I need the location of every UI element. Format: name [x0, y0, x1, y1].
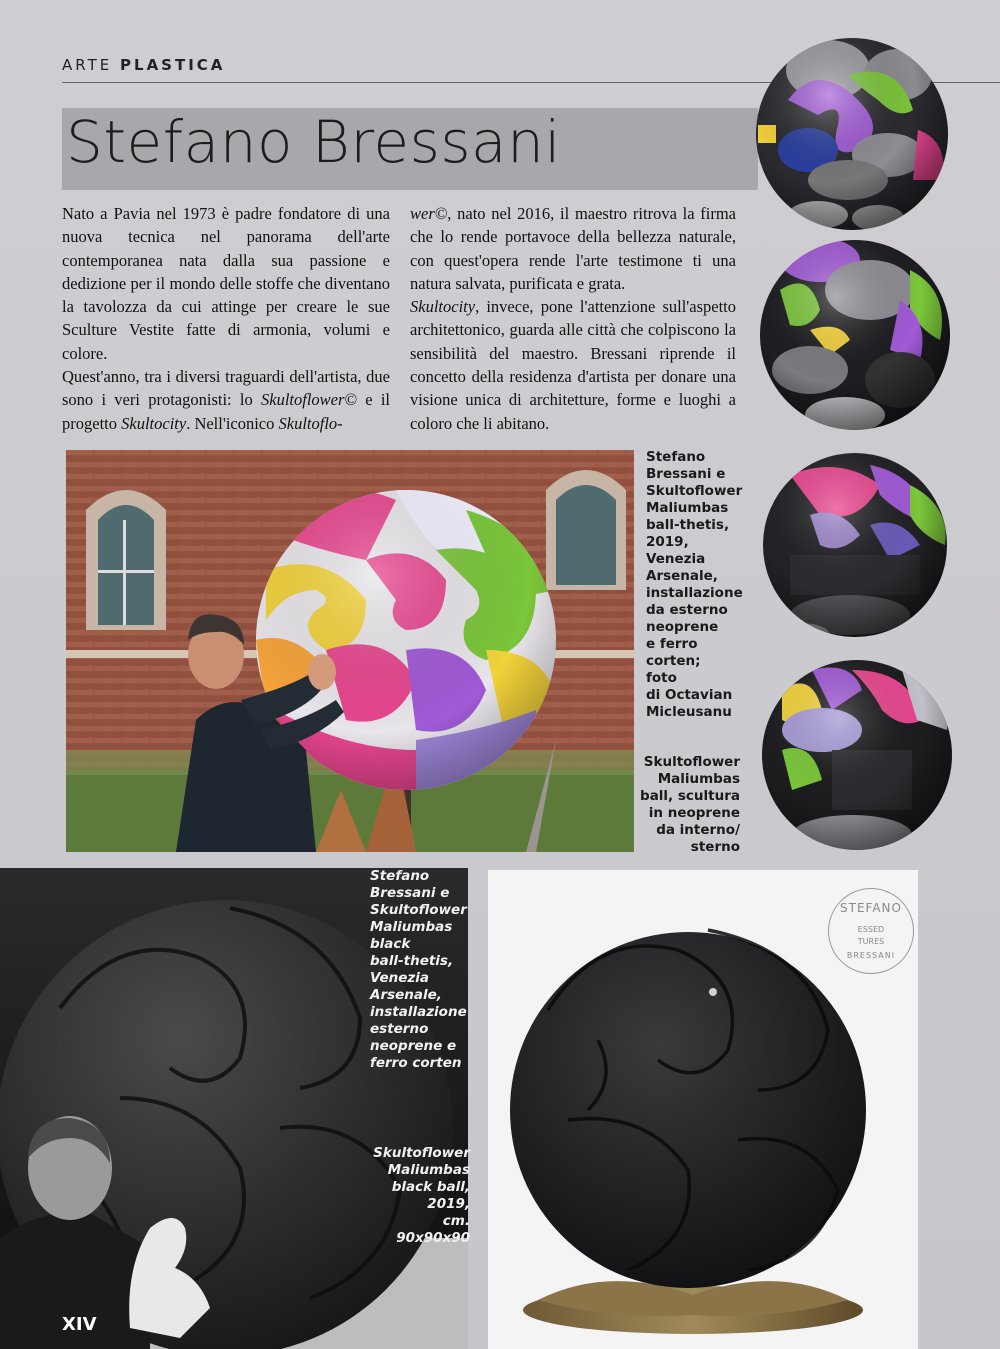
caption-line: sterno: [690, 839, 740, 855]
section-label: ARTE: [62, 56, 121, 74]
section-label-bold: PLASTICA: [120, 56, 226, 74]
text-emphasis: Skultocity: [121, 413, 187, 433]
stamp-text-mid2: TURES: [857, 937, 885, 946]
caption-line: di Octavian: [646, 687, 733, 703]
caption-line: Maliumbas: [657, 771, 740, 787]
photo-caption-3: [370, 868, 470, 1072]
caption-line: neoprene: [646, 619, 719, 635]
caption-line: Maliumbas: [646, 500, 729, 516]
text-run: . Nell'iconico: [186, 413, 279, 433]
caption-line: neoprene e: [370, 1038, 457, 1054]
paragraph-2: [62, 365, 390, 435]
caption-line: installazione: [646, 585, 743, 601]
caption-line: black ball,: [391, 1179, 470, 1195]
page-number: XIV: [62, 1314, 97, 1335]
text-emphasis: Skultocity: [410, 297, 476, 317]
caption-line: Arsenale,: [646, 568, 718, 584]
text-run: , invece, pone l'attenzione sull'aspetto architettonico, guarda alle città che colpiscono la sensibilità del maestro. Bressani riprende il concetto della residenza d'artista per donare una visione unica di architetture, forme e luoghi a coloro che li abitano.: [410, 297, 736, 433]
caption-line: ball-thetis,: [646, 517, 730, 533]
paragraph-1: Nato a Pavia nel 1973 è padre fondatore di una nuova tecnica nel panorama dell'arte contemporanea nata dalla sua passione e dedizione per il mondo delle stoffe che diventano la tavolozza da cui attinge per creare le sue Sculture Vestite fatte di armonia, volumi e colore.: [62, 204, 390, 363]
text-run: , nato nel 2016, il maestro ritrova la firma che lo rende portavoce della bellezza naturale, con quest'opera rende l'arte testimone ti una natura salvata, purificata e grata.: [410, 204, 736, 293]
section-header: [62, 56, 225, 74]
caption-line: installazione: [370, 1004, 467, 1020]
photo-caption-2: [640, 754, 740, 856]
caption-line: esterno: [370, 1021, 429, 1037]
text-run: Quest'anno, tra i diversi traguardi dell'artista, due sono i veri protagonisti: lo: [62, 367, 390, 410]
caption-line: Skultoflower: [373, 1145, 470, 1161]
sphere-photo-3: [750, 445, 960, 645]
caption-line: da interno/: [656, 822, 740, 838]
text-run: e il progetto: [62, 390, 391, 433]
caption-line: 2019,: [646, 534, 689, 550]
article-column-1: [62, 202, 390, 435]
article-title: Stefano Bressani: [66, 108, 561, 176]
caption-line: Stefano: [646, 449, 706, 465]
caption-line: corten;: [646, 653, 701, 669]
artist-with-sphere-photo: [66, 450, 634, 852]
caption-line: Arsenale,: [370, 987, 442, 1003]
paragraph-4: [410, 295, 736, 435]
sphere-photo-1: [748, 30, 960, 240]
caption-line: foto: [646, 670, 677, 686]
photo-caption-1: [646, 449, 744, 721]
caption-line: ball, scultura: [640, 788, 740, 804]
caption-line: Micleusanu: [646, 704, 732, 720]
caption-line: e ferro: [646, 636, 698, 652]
caption-line: ferro corten: [370, 1055, 462, 1071]
caption-line: black: [370, 936, 411, 952]
paragraph-3: [410, 202, 736, 295]
caption-line: 2019,: [427, 1196, 470, 1212]
text-emphasis: Skultoflo-: [278, 413, 343, 433]
caption-line: Maliumbas: [370, 919, 453, 935]
caption-line: in neoprene: [648, 805, 740, 821]
stamp-text-mid1: ESSED: [857, 925, 885, 934]
caption-line: Bressani e: [646, 466, 726, 482]
sphere-photo-2: [750, 230, 960, 440]
caption-line: da esterno: [646, 602, 728, 618]
caption-line: Stefano: [370, 868, 430, 884]
caption-line: Skultoflower: [370, 902, 467, 918]
sphere-photo-4: [752, 650, 962, 860]
text-emphasis: Skultoflower©: [261, 390, 357, 410]
artist-stamp-logo: [828, 888, 914, 974]
caption-line: Venezia: [646, 551, 706, 567]
caption-line: Skultoflower: [646, 483, 743, 499]
caption-line: Venezia: [370, 970, 429, 986]
caption-line: Maliumbas: [387, 1162, 470, 1178]
stamp-text-bottom: BRESSANI: [846, 951, 896, 960]
photo-caption-4: [370, 1145, 470, 1247]
caption-line: Skultoflower: [643, 754, 740, 770]
text-emphasis: wer©: [410, 204, 448, 223]
caption-line: cm. 90x90x90: [396, 1213, 470, 1246]
article-column-2: [410, 202, 736, 435]
caption-line: Bressani e: [370, 885, 450, 901]
caption-line: ball-thetis,: [370, 953, 454, 969]
stamp-text-top: STEFANO: [840, 901, 902, 915]
